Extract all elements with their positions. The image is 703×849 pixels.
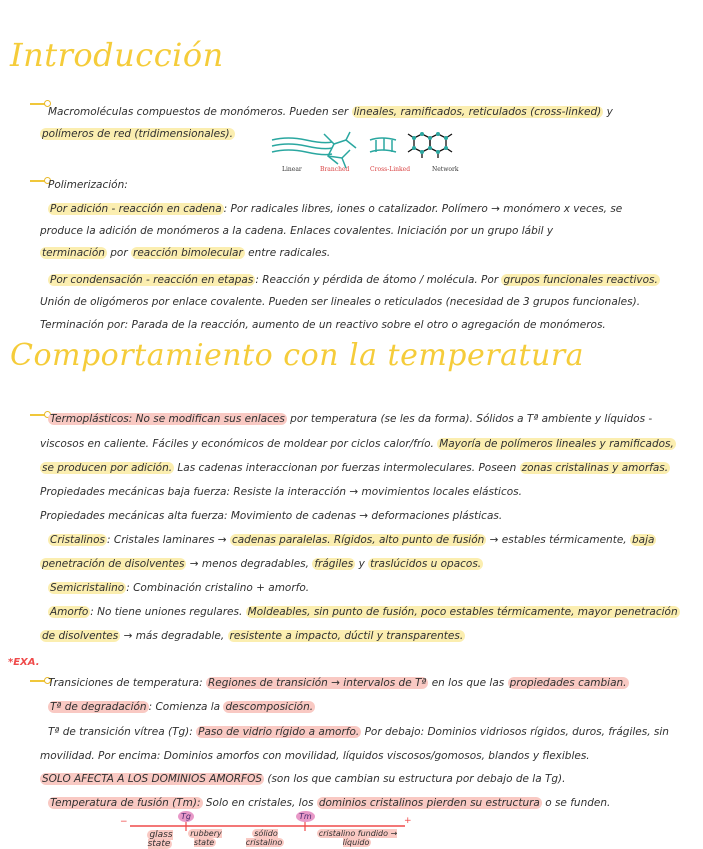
text-span: o se funden. [541, 797, 611, 809]
text-span: : Por radicales libres, iones o catalizador. Polímero → monómero x veces, se [223, 203, 623, 215]
temp-line-5: Propiedades mecánicas alta fuerza: Movimiento de cadenas → deformaciones plásticas. [40, 510, 503, 522]
highlight-condensacion: Por condensación - reacción en etapas [50, 274, 254, 286]
crosslinked-polymer-icon [370, 138, 396, 152]
temperature-timeline [120, 812, 420, 848]
highlight-fragiles: frágiles [314, 558, 354, 570]
text-span: Por debajo: Dominios vidriosos rígidos, duros, frágiles, sin [361, 726, 669, 738]
trans-line-5 [40, 772, 566, 786]
highlight-propiedades: propiedades cambian. [509, 677, 627, 689]
highlight-grupos: grupos funcionales reactivos. [503, 274, 658, 286]
text-span: : No tiene uniones regulares. [90, 606, 246, 618]
title-temperatura: Comportamiento con la temperatura [10, 338, 585, 373]
figure-label-network: Network [432, 166, 459, 173]
temp-line-6 [48, 533, 656, 547]
text-span: Solo en cristales, los [202, 797, 317, 809]
trans-line-1 [48, 676, 629, 690]
highlight-semicristalino: Semicristalino [50, 582, 125, 594]
timeline-plus: + [404, 816, 412, 826]
trans-line-6 [48, 796, 610, 810]
intro-line-2 [40, 127, 235, 141]
highlight-cristalinos: Cristalinos [50, 534, 105, 546]
highlight-cadenas: cadenas paralelas. Rígidos, alto punto de fusión [231, 534, 485, 546]
text-span: entre radicales. [244, 247, 331, 259]
text-span: y [603, 106, 613, 118]
text-span: → menos degradables, [186, 558, 313, 570]
text-span: por temperatura (se les da forma). Sólidos a Tª ambiente y líquidos - [286, 413, 653, 425]
branched-polymer-icon [324, 132, 356, 168]
figure-label-crosslinked: Cross-Linked [370, 166, 411, 173]
highlight-moldeables: Moldeables, sin punto de fusión, poco estables térmicamente, mayor penetración [247, 606, 678, 618]
tm-marker: Tm [296, 811, 315, 822]
poli-cond-line-1 [48, 273, 660, 287]
highlight-dominios: dominios cristalinos pierden su estructura [318, 797, 540, 809]
highlight-structures: lineales, ramificados, reticulados (cross-linked) [353, 106, 602, 118]
highlight-degradacion: Tª de degradación [50, 701, 147, 713]
highlight-vidrio: Paso de vidrio rígido a amorfo. [198, 726, 360, 738]
label-rubbery-state [188, 829, 222, 847]
highlight-fusion: Temperatura de fusión (Tm): [50, 797, 201, 809]
highlight-descomposicion: descomposición. [225, 701, 314, 713]
temp-line-10 [40, 629, 465, 643]
text-span: (son los que cambian su estructura por debajo de la Tg). [264, 773, 566, 785]
highlight-resistente: resistente a impacto, dúctil y transparentes. [229, 630, 464, 642]
poli-add-line-3 [40, 246, 330, 260]
text-span: viscosos en caliente. Fáciles y económicos de moldear por ciclos calor/frío. [40, 438, 438, 450]
highlight-amorfo: Amorfo [50, 606, 89, 618]
highlight-baja: baja [631, 534, 655, 546]
text-span: cristalino fundido → líquido [318, 829, 398, 847]
trans-line-3 [48, 725, 669, 739]
temp-line-4: Propiedades mecánicas baja fuerza: Resiste la interacción → movimientos locales elásticos. [40, 486, 522, 498]
temp-line-3 [40, 461, 670, 475]
polimerizacion-heading: Polimerización: [48, 179, 128, 191]
poli-cond-line-2: Unión de oligómeros por enlace covalente. Pueden ser lineales o reticulados (necesidad de 3 grupos funcionales). [40, 296, 641, 308]
temp-line-2 [40, 437, 676, 451]
temp-line-1 [48, 412, 652, 426]
tg-marker: Tg [178, 811, 194, 822]
highlight-traslucidos: traslúcidos u opacos. [370, 558, 482, 570]
text-span: : Combinación cristalino + amorfo. [126, 582, 310, 594]
text-span: en los que las [428, 677, 508, 689]
highlight-mayoria: Mayoría de polímeros lineales y ramificados, [439, 438, 674, 450]
text-span: Las cadenas interaccionan por fuerzas intermoleculares. Poseen [174, 462, 520, 474]
highlight-penetracion: penetración de disolventes [42, 558, 185, 570]
highlight-adicion: Por adición - reacción en cadena [50, 203, 222, 215]
text-span: → más degradable, [120, 630, 228, 642]
temp-line-7 [40, 557, 483, 571]
text-span: : Cristales laminares → [106, 534, 230, 546]
trans-line-4: movilidad. Por encima: Dominios amorfos con movilidad, líquidos viscosos/gomosos, blandos y flexibles. [40, 750, 590, 762]
poli-add-line-2: produce la adición de monómeros a la cadena. Enlaces covalentes. Iniciación por un grupo lábil y [40, 225, 554, 237]
text-span: : Comienza la [148, 701, 224, 713]
poli-add-line-1 [48, 202, 622, 216]
text-span: Transiciones de temperatura: [48, 677, 206, 689]
highlight-termoplasticos: Termoplásticos: No se modifican sus enlaces [50, 413, 285, 425]
highlight-network: polímeros de red (tridimensionales). [42, 128, 233, 140]
label-cristalino-fundido [308, 829, 406, 847]
trans-line-2 [48, 700, 315, 714]
exam-note: *EXA. [8, 657, 40, 668]
label-glass-state [138, 831, 182, 849]
figure-label-linear: Linear [282, 166, 302, 173]
linear-polymer-icon [272, 138, 332, 155]
intro-line-1 [48, 105, 613, 119]
highlight-adicion-2: se producen por adición. [42, 462, 173, 474]
temp-line-8 [48, 581, 309, 595]
highlight-terminacion: terminación [42, 247, 105, 259]
label-solido-cristalino [232, 829, 298, 847]
text-span: → estables térmicamente, [486, 534, 630, 546]
highlight-regiones: Regiones de transición → intervalos de Tª [207, 677, 427, 689]
highlight-zonas: zonas cristalinas y amorfas. [521, 462, 669, 474]
text-span: rubbery state [190, 829, 222, 847]
figure-label-branched: Branched [320, 166, 350, 173]
text-span: por [106, 247, 131, 259]
text-span: : Reacción y pérdida de átomo / molécula. Por [255, 274, 502, 286]
temp-line-9 [48, 605, 680, 619]
highlight-solo-amorfos: SOLO AFECTA A LOS DOMINIOS AMORFOS [42, 773, 263, 785]
text-span: Tª de transición vítrea (Tg): [48, 726, 197, 738]
poli-cond-line-3: Terminación por: Parada de la reacción, aumento de un reactivo sobre el otro o agregación de monómeros. [40, 319, 606, 331]
highlight-disolventes: de disolventes [42, 630, 119, 642]
title-introduccion: Introducción [10, 36, 224, 74]
text-span: y [355, 558, 369, 570]
timeline-minus: − [120, 817, 128, 827]
text-span: Macromoléculas compuestos de monómeros. Pueden ser [48, 106, 352, 118]
text-span: sólido cristalino [245, 829, 283, 847]
highlight-bimolecular: reacción bimolecular [133, 247, 243, 259]
text-span: glass state [147, 830, 173, 849]
